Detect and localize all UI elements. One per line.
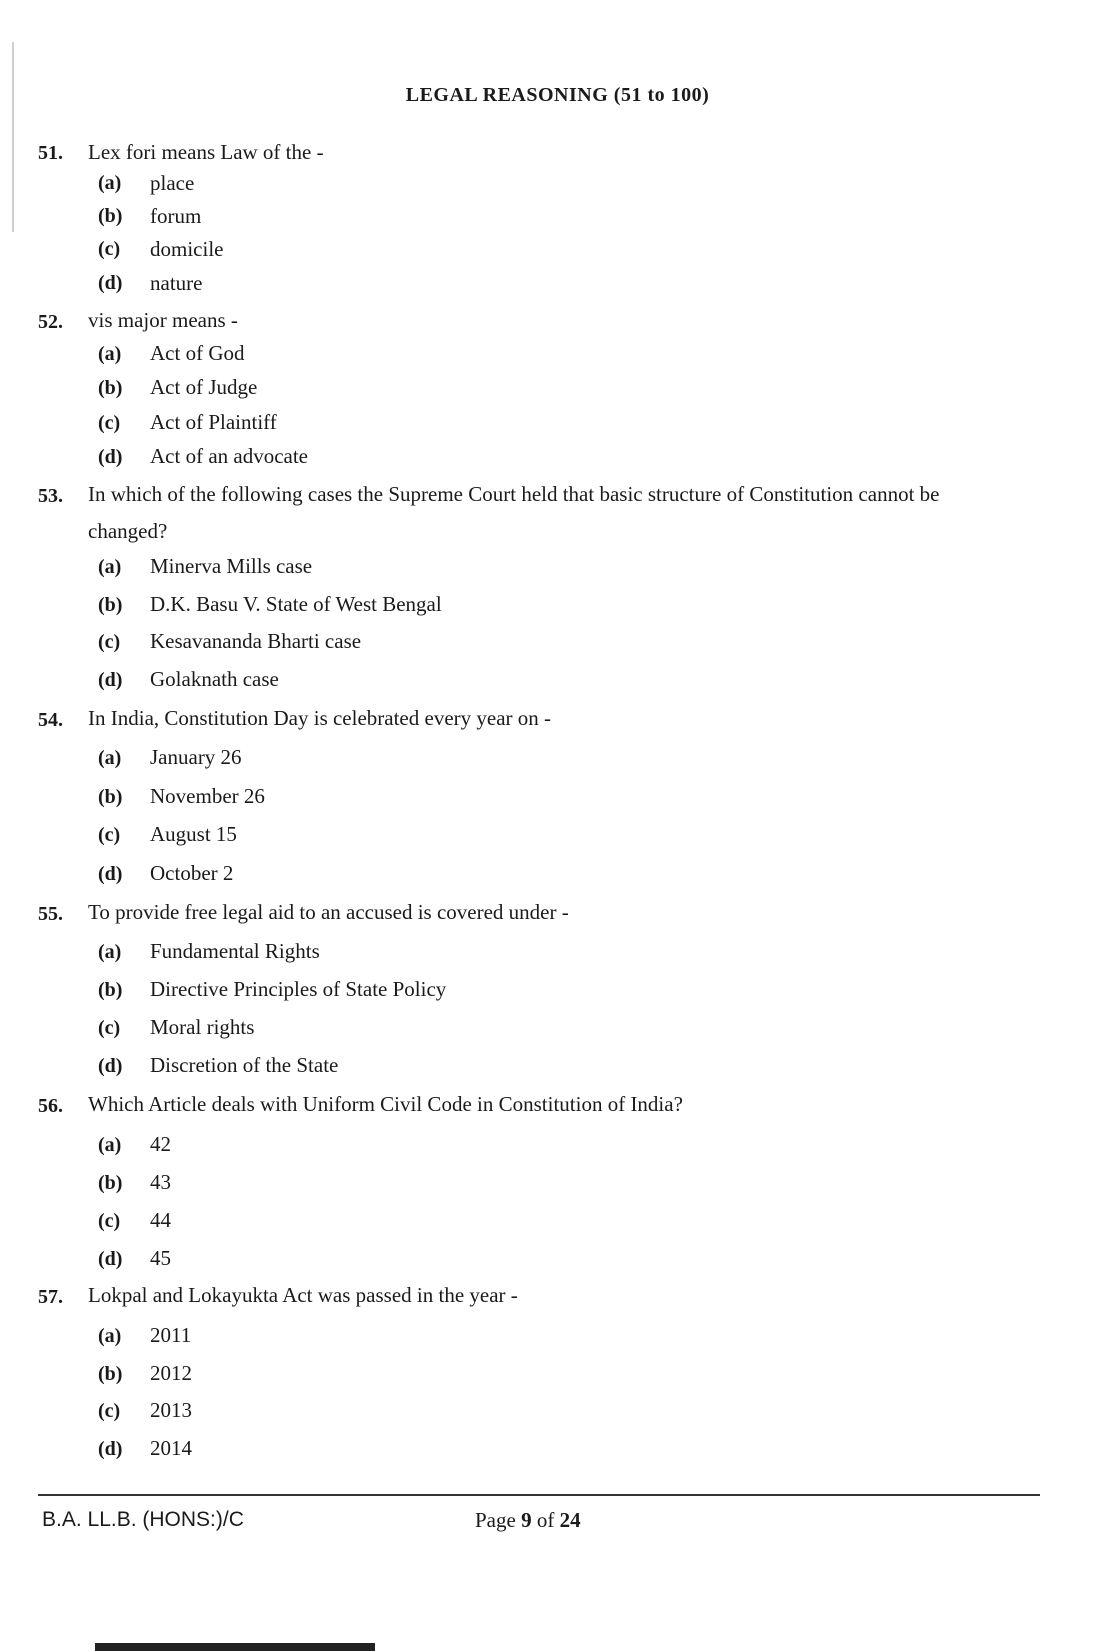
option-label: (d) (98, 272, 123, 294)
option-text: domicile (150, 237, 224, 261)
option-label: (b) (98, 594, 123, 616)
option-text: 2011 (150, 1323, 192, 1347)
option-label: (b) (98, 1172, 123, 1194)
question-number: 56. (38, 1095, 63, 1117)
page-word: Page (475, 1508, 516, 1532)
option-text: forum (150, 204, 202, 228)
course-code: B.A. LL.B. (HONS:)/C (42, 1508, 244, 1531)
question-number: 55. (38, 903, 63, 925)
question-text: Lokpal and Lokayukta Act was passed in the year - (88, 1283, 518, 1307)
question-number: 54. (38, 709, 63, 731)
option-text: D.K. Basu V. State of West Bengal (150, 592, 442, 616)
option-text: August 15 (150, 822, 237, 846)
option-text: Act of an advocate (150, 444, 309, 468)
footer-divider (38, 1494, 1040, 1496)
option-label: (c) (98, 631, 121, 653)
option-text: Act of Plaintiff (150, 410, 277, 434)
option-label: (c) (98, 824, 121, 846)
option-label: (a) (98, 747, 122, 769)
option-text: 2013 (150, 1398, 192, 1422)
option-text: Discretion of the State (150, 1053, 339, 1077)
option-text: Kesavananda Bharti case (150, 629, 362, 653)
option-label: (c) (98, 238, 121, 260)
option-text: Directive Principles of State Policy (150, 977, 447, 1001)
option-text: Fundamental Rights (150, 939, 320, 963)
option-label: (c) (98, 1017, 121, 1039)
scan-edge-bar (95, 1643, 375, 1651)
question-text: To provide free legal aid to an accused is covered under - (88, 900, 569, 924)
question-text: vis major means - (88, 308, 238, 332)
page-total: 24 (559, 1508, 581, 1532)
question-text: In India, Constitution Day is celebrated every year on - (88, 706, 552, 730)
question-text: Which Article deals with Uniform Civil Code in Constitution of India? (88, 1092, 683, 1116)
option-label: (d) (98, 863, 123, 885)
question-number: 57. (38, 1286, 63, 1308)
option-text: Act of Judge (150, 375, 258, 399)
option-text: 44 (150, 1208, 171, 1232)
option-label: (a) (98, 1325, 122, 1347)
option-label: (d) (98, 1055, 123, 1077)
option-text: 42 (150, 1132, 171, 1156)
option-label: (b) (98, 1363, 123, 1385)
scan-margin-mark (12, 42, 14, 232)
option-text: November 26 (150, 784, 265, 808)
page-current: 9 (521, 1508, 532, 1532)
option-label: (a) (98, 556, 122, 578)
option-text: Moral rights (150, 1015, 255, 1039)
option-text: Minerva Mills case (150, 554, 313, 578)
question-number: 53. (38, 485, 63, 507)
option-text: 45 (150, 1246, 171, 1270)
option-label: (c) (98, 1400, 121, 1422)
page-number (475, 1508, 581, 1533)
question-text: In which of the following cases the Supreme Court held that basic structure of Constitution cannot be changed? (88, 482, 940, 543)
option-label: (c) (98, 412, 121, 434)
option-text: January 26 (150, 745, 242, 769)
option-label: (d) (98, 1248, 123, 1270)
option-text: nature (150, 271, 203, 295)
option-label: (a) (98, 172, 122, 194)
option-label: (a) (98, 343, 122, 365)
question-number: 51. (38, 142, 63, 164)
option-label: (d) (98, 1438, 123, 1460)
page-of: of (536, 1508, 555, 1532)
question-number: 52. (38, 311, 63, 333)
option-text: 43 (150, 1170, 171, 1194)
option-label: (b) (98, 205, 123, 227)
option-text: 2012 (150, 1361, 192, 1385)
option-label: (b) (98, 786, 123, 808)
option-text: Act of God (150, 341, 245, 365)
option-label: (b) (98, 377, 123, 399)
option-text: 2014 (150, 1436, 192, 1460)
option-label: (d) (98, 446, 123, 468)
option-label: (a) (98, 1134, 122, 1156)
option-label: (c) (98, 1210, 121, 1232)
option-label: (d) (98, 669, 123, 691)
question-text: Lex fori means Law of the - (88, 140, 324, 164)
page-title: LEGAL REASONING (51 to 100) (405, 84, 710, 106)
option-text: place (150, 171, 195, 195)
option-text: Golaknath case (150, 667, 279, 691)
option-label: (a) (98, 941, 122, 963)
option-label: (b) (98, 979, 123, 1001)
option-text: October 2 (150, 861, 234, 885)
